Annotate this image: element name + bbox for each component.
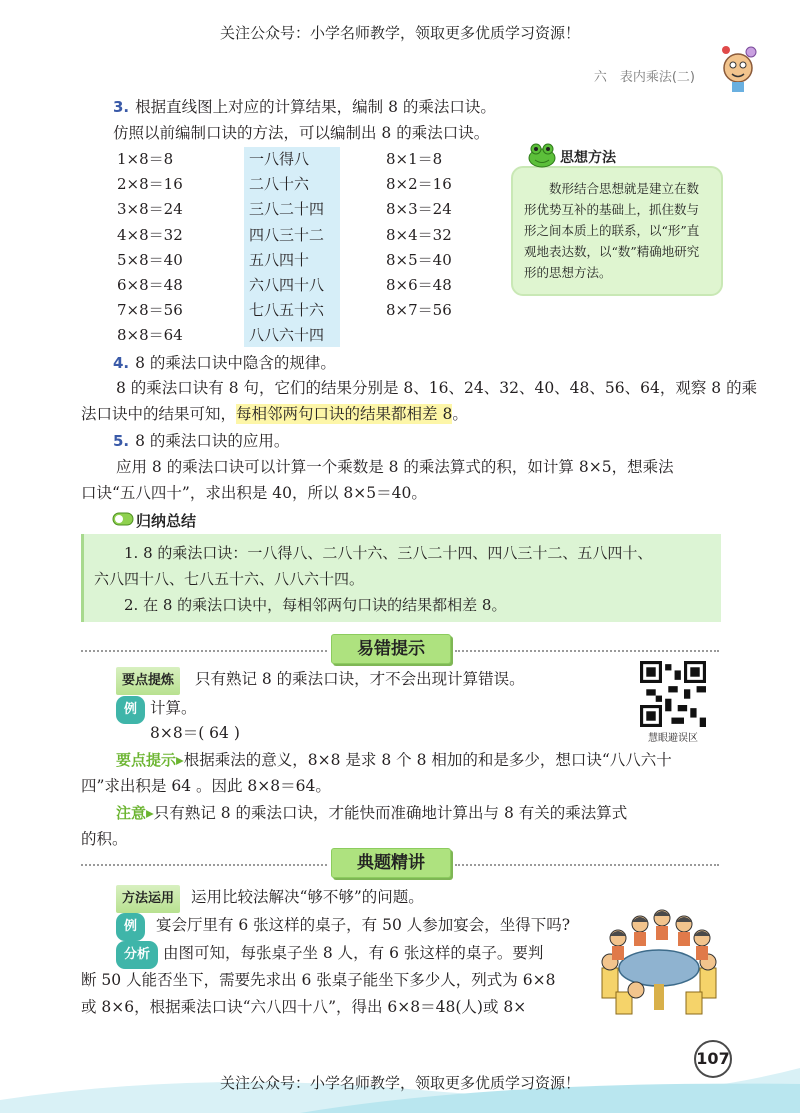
- equation: 2×8＝16: [117, 175, 183, 194]
- note-text-1: 只有熟记 8 的乘法口诀，才能快而准确地计算出与 8 有关的乘法算式: [153, 804, 628, 822]
- summary-line: 六八四十八、七八五十六、八八六十四。: [94, 570, 365, 588]
- arrow-icon: ▸: [176, 751, 184, 769]
- koujue-item: 二八十六: [249, 175, 310, 194]
- method-text: 运用比较法解决“够不够”的问题。: [190, 888, 424, 906]
- summary-heading: 归纳总结: [136, 512, 197, 530]
- section-header-errors: 易错提示: [331, 634, 451, 664]
- divider: [81, 864, 327, 866]
- pill-icon: [112, 511, 134, 527]
- top-promo-banner: 关注公众号：小学名师教学，领取更多优质学习资源！: [219, 24, 580, 42]
- koujue-item: 四八三十二: [249, 225, 325, 244]
- thinking-method-text: 数形结合思想就是建立在数形优势互补的基础上，抓住数与形之间本质上的联系，以“形”直观地表达数，以“数”精确地研究形的思想方法。: [524, 181, 700, 280]
- method-line: [116, 884, 424, 913]
- section-3-title-text: 根据直线图上对应的计算结果，编制 8 的乘法口诀。: [135, 98, 496, 116]
- koujue-item: 六八四十八: [249, 276, 325, 295]
- equation: 8×4＝32: [386, 225, 452, 244]
- mascot-icon: [718, 42, 758, 94]
- left-equations: [117, 147, 183, 349]
- tip-text-1: 根据乘法的意义，8×8 是求 8 个 8 相加的和是多少，想口诀“八八六十: [183, 751, 672, 769]
- equation: 3×8＝24: [117, 200, 183, 219]
- tip-label: 要点提示: [116, 751, 177, 769]
- equation: 7×8＝56: [117, 301, 183, 320]
- tip-line-2: 四”求出积是 64 。因此 8×8＝64。: [81, 777, 331, 795]
- right-equations: [386, 147, 452, 323]
- section-3-number: 3.: [113, 98, 130, 116]
- section-4-line-1: 8 的乘法口诀有 8 句，它们的结果分别是 8、16、24、32、40、48、56、64，观察 8 的乘: [116, 379, 758, 397]
- divider: [455, 864, 719, 866]
- koujue-list: [249, 147, 324, 349]
- section-3-title: [113, 94, 496, 120]
- analysis-tag: 分析: [116, 941, 158, 969]
- example-text: 计算。: [149, 699, 197, 717]
- koujue-item: 七八五十六: [249, 301, 325, 320]
- equation: 8×7＝56: [386, 301, 452, 320]
- section-5-number: 5.: [113, 432, 130, 450]
- equation: 4×8＝32: [117, 225, 183, 244]
- equation: 1×8＝8: [117, 150, 174, 168]
- divider: [81, 650, 327, 652]
- qr-caption: 慧眼避误区: [648, 733, 698, 744]
- note-label: 注意: [116, 804, 147, 822]
- koujue-item: 三八二十四: [249, 200, 325, 219]
- summary-text: [94, 540, 710, 618]
- equation: 8×1＝8: [386, 150, 443, 168]
- typical-example-line: [116, 912, 570, 941]
- banquet-table-illustration: [596, 906, 722, 1018]
- section-4-line-2: [81, 401, 468, 427]
- section-5-title: [113, 428, 289, 454]
- section-4-line-2-post: 。: [452, 405, 468, 423]
- note-line-2: 的积。: [81, 830, 128, 848]
- koujue-item: 八八六十四: [249, 326, 325, 345]
- koujue-item: 五八四十: [249, 250, 310, 269]
- thinking-method-title: 思想方法: [560, 150, 616, 166]
- equation: 8×3＝24: [386, 200, 452, 219]
- equation: 8×8＝64: [117, 326, 183, 345]
- equation: 8×2＝16: [386, 175, 452, 194]
- example-tag: 例: [116, 696, 145, 724]
- key-point-line: [116, 666, 525, 695]
- summary-line: 2. 在 8 的乘法口诀中，每相邻两句口诀的结果都相差 8。: [124, 596, 507, 614]
- equation: 8×5＝40: [386, 250, 452, 269]
- arrow-icon: ▸: [146, 804, 154, 822]
- summary-line: 1. 8 的乘法口诀：一八得八、二八十六、三八二十四、四八三十二、五八四十、: [124, 544, 653, 562]
- key-point-tag: 要点提炼: [116, 667, 180, 695]
- section-4-title-text: 8 的乘法口诀中隐含的规律。: [135, 354, 336, 372]
- analysis-line-3: 或 8×6，根据乘法口诀“六八四十八”，得出 6×8＝48(人)或 8×: [81, 998, 527, 1016]
- example-equation: 8×8＝( 64 ): [150, 724, 240, 742]
- frog-icon: [527, 142, 557, 168]
- typical-example-text: 宴会厅里有 6 张这样的桌子，有 50 人参加宴会，坐得下吗?: [155, 916, 571, 934]
- typical-example-tag: 例: [116, 913, 145, 941]
- chapter-title: 六 表内乘法(二): [593, 70, 695, 85]
- equation: 8×6＝48: [386, 276, 452, 295]
- method-tag: 方法运用: [116, 885, 180, 913]
- section-4-number: 4.: [113, 354, 130, 372]
- equation: 5×8＝40: [117, 250, 183, 269]
- section-4-line-2-pre: 法口诀中的结果可知，: [81, 405, 237, 423]
- analysis-text-1: 由图可知，每张桌子坐 8 人，有 6 张这样的桌子。要判: [162, 944, 544, 962]
- section-3-intro: 仿照以前编制口诀的方法，可以编制出 8 的乘法口诀。: [113, 124, 490, 142]
- page-number: 107: [694, 1040, 732, 1078]
- section-5-line-2: 口诀“五八四十”，求出积是 40，所以 8×5＝40。: [81, 484, 427, 502]
- note-line-1: [116, 800, 627, 826]
- section-5-title-text: 8 的乘法口诀的应用。: [135, 432, 290, 450]
- section-5-line-1: 应用 8 的乘法口诀可以计算一个乘数是 8 的乘法算式的积，如计算 8×5，想乘法: [116, 458, 674, 476]
- divider: [455, 650, 719, 652]
- analysis-line-1: [116, 940, 543, 969]
- bottom-promo-banner: 关注公众号：小学名师教学，领取更多优质学习资源！: [219, 1074, 580, 1092]
- key-point-text: 只有熟记 8 的乘法口诀，才不会出现计算错误。: [194, 670, 525, 688]
- equation: 6×8＝48: [117, 276, 183, 295]
- section-4-title: [113, 350, 336, 376]
- koujue-item: 一八得八: [249, 150, 310, 168]
- qr-code-icon: [640, 661, 706, 727]
- tip-line-1: [116, 747, 672, 773]
- section-header-typical: 典题精讲: [331, 848, 451, 878]
- rule-highlight: 每相邻两句口诀的结果都相差 8: [236, 405, 453, 423]
- analysis-line-2: 断 50 人能否坐下，需要先求出 6 张桌子能坐下多少人，列式为 6×8: [81, 971, 556, 989]
